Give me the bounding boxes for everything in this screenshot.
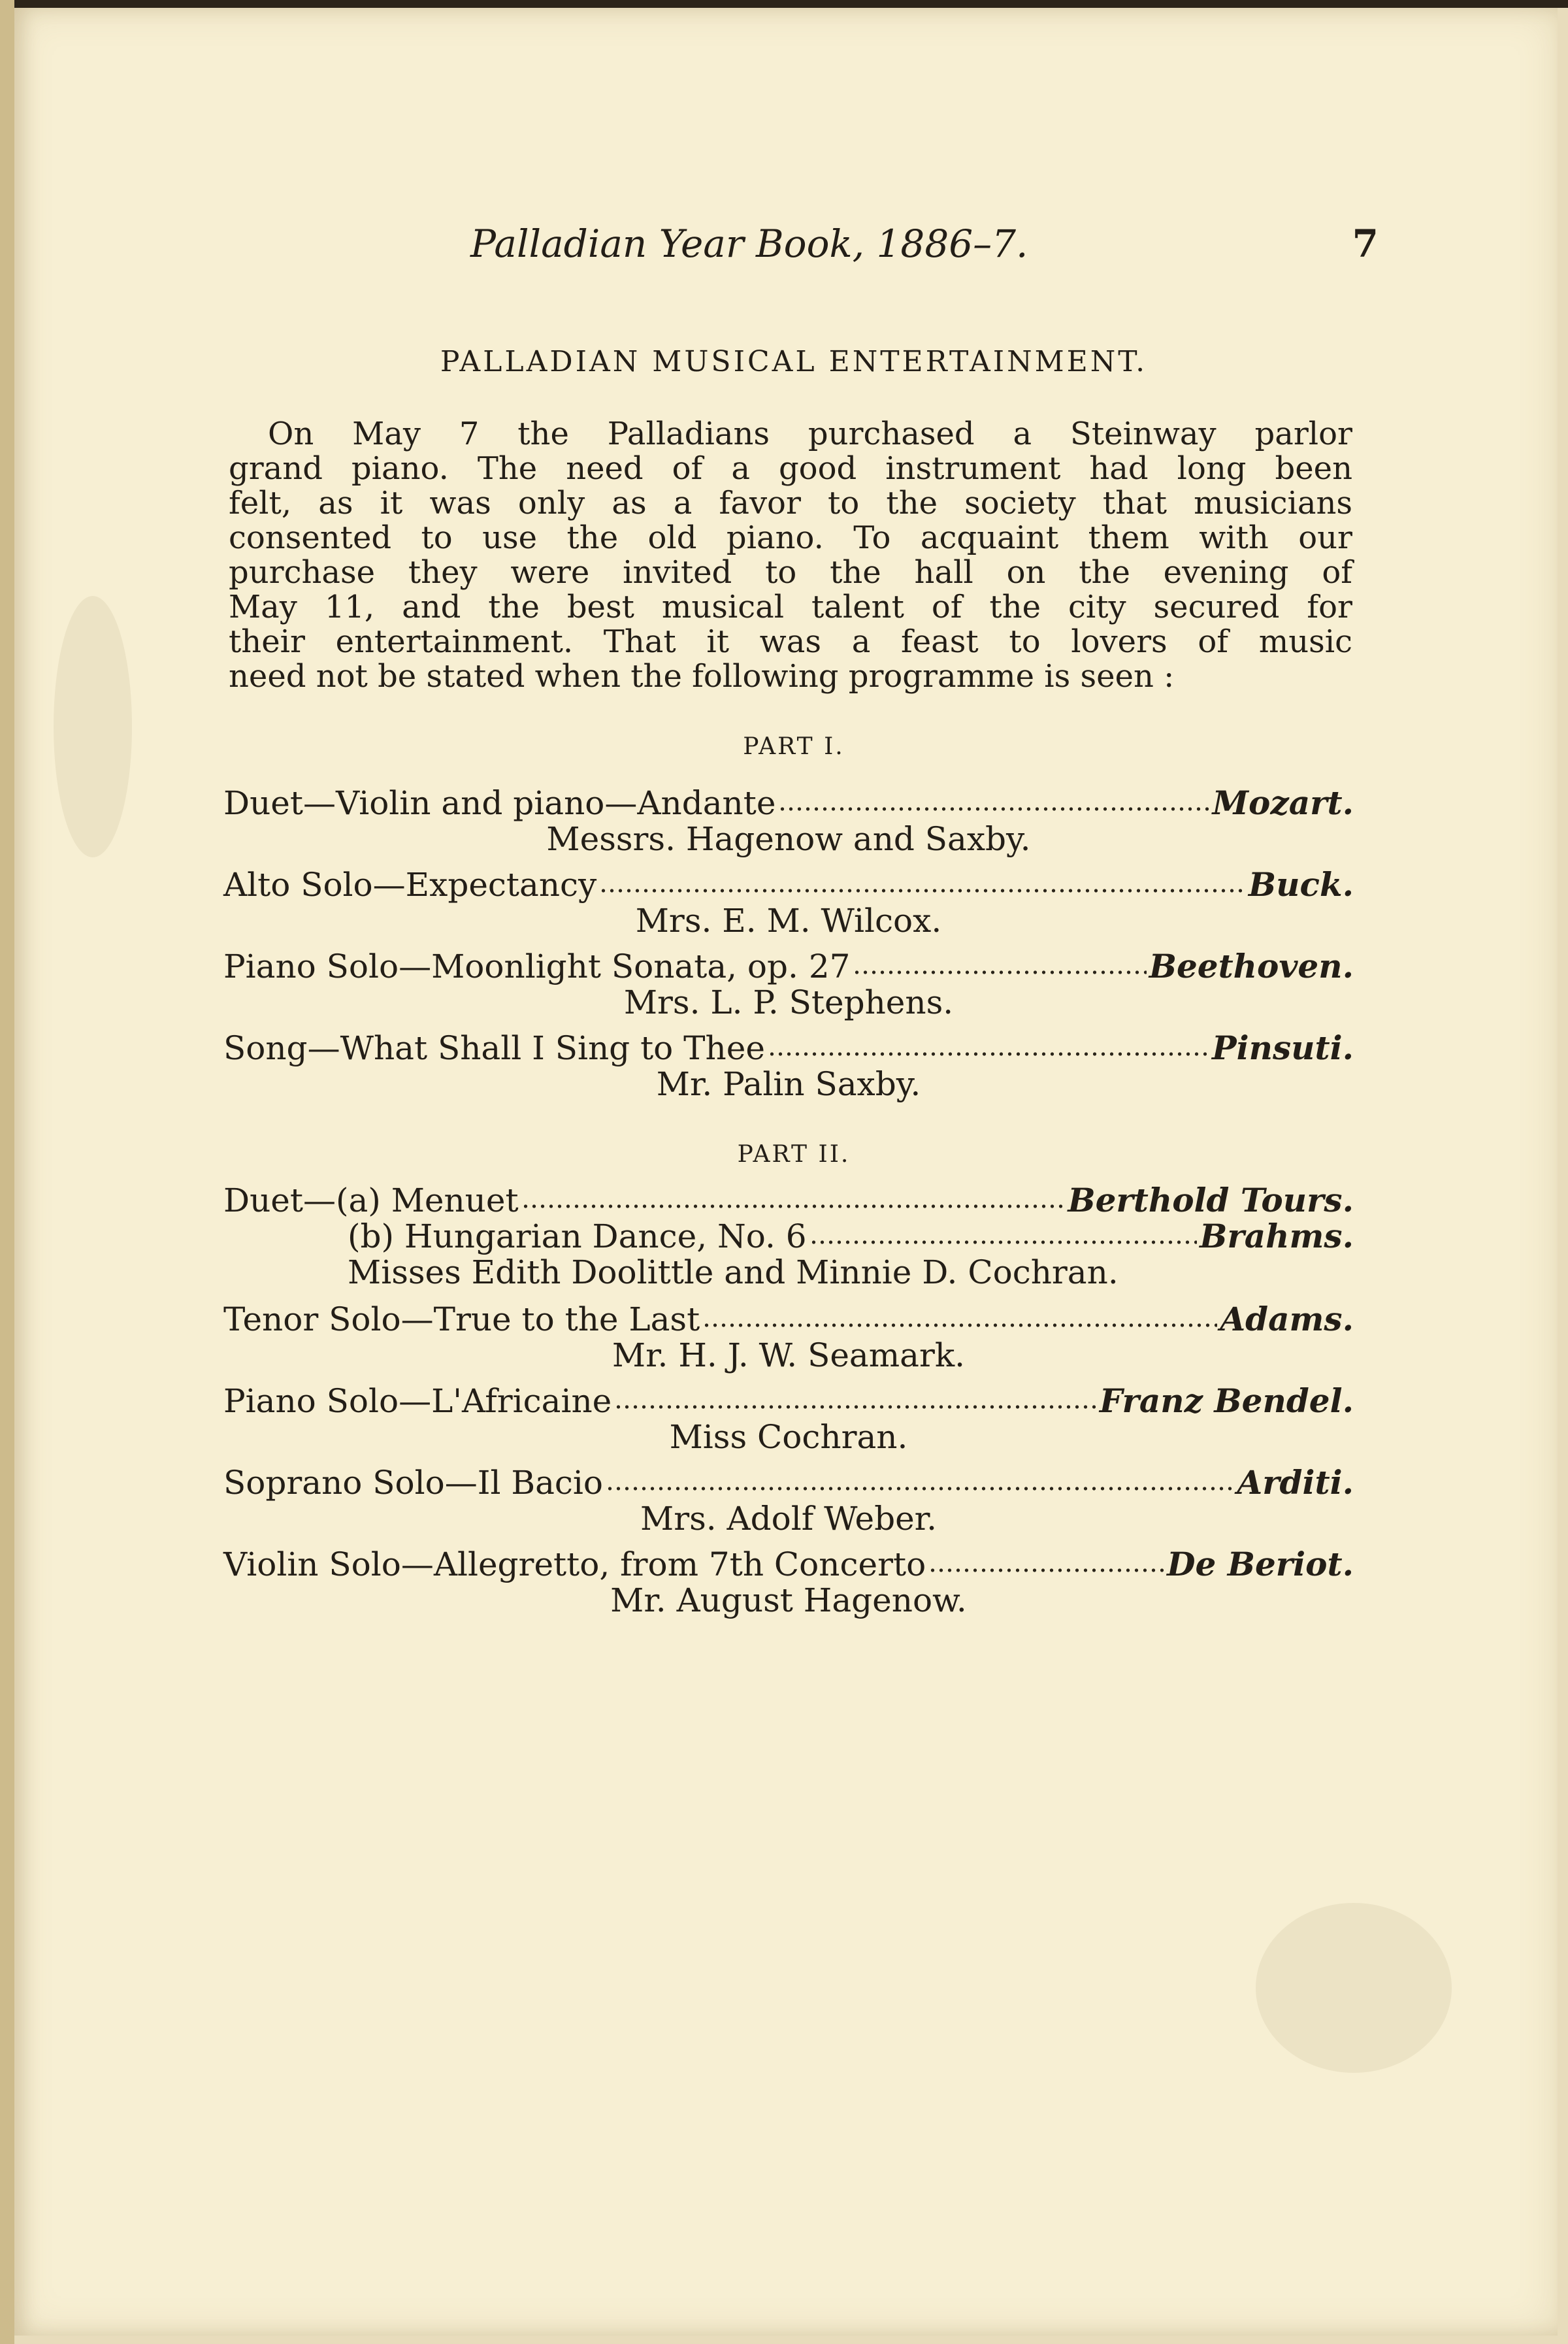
composer-name: Franz Bendel. [1099, 1381, 1354, 1420]
performer-name: Misses Edith Doolittle and Minnie D. Cochran. [348, 1253, 1119, 1291]
running-head [209, 221, 1379, 267]
dot-leader [702, 1321, 1217, 1329]
performer-name: Mr. August Hagenow. [610, 1581, 967, 1619]
paragraph-line: their entertainment. That it was a feast to lovers of music [229, 623, 1352, 660]
piece-title: Duet—(a) Menuet [223, 1181, 519, 1219]
performer-name: Mr. H. J. W. Seamark. [612, 1336, 966, 1374]
programme-entry [223, 784, 1354, 822]
composer-name: Arditi. [1237, 1463, 1354, 1502]
dot-leader [521, 1202, 1066, 1210]
composer-name: Beethoven. [1149, 947, 1354, 985]
piece-title: Piano Solo—L'Africaine [223, 1382, 612, 1420]
paragraph-line: need not be stated when the following programme is seen : [229, 658, 1175, 695]
programme-entry [223, 948, 1354, 985]
piece-title: Alto Solo—Expectancy [223, 866, 597, 904]
paragraph-line: consented to use the old piano. To acquaint them with our [229, 520, 1352, 556]
programme-entry [223, 1464, 1354, 1502]
dot-leader [778, 805, 1209, 813]
programme-entry [223, 1545, 1354, 1583]
paragraph-line: felt, as it was only as a favor to the society that musicians [229, 485, 1352, 521]
dot-leader [768, 1050, 1209, 1058]
piece-title: Duet—Violin and piano—Andante [223, 784, 776, 822]
paper-stain [54, 596, 132, 857]
performer-name: Messrs. Hagenow and Saxby. [546, 820, 1031, 858]
composer-name: Mozart. [1212, 784, 1354, 822]
paragraph-line: purchase they were invited to the hall on the evening of [229, 554, 1352, 591]
performer-name: Mrs. L. P. Stephens. [623, 983, 954, 1021]
part-one-label: PART I. [743, 733, 845, 760]
paragraph-line: May 11, and the best musical talent of the city secured for [229, 589, 1352, 625]
binding-edge [0, 0, 14, 2344]
intro-paragraph [229, 417, 1352, 694]
dot-leader [614, 1403, 1097, 1411]
programme-entry [223, 866, 1354, 904]
piece-title: Piano Solo—Moonlight Sonata, op. 27 [223, 948, 851, 985]
programme-entry [348, 1217, 1354, 1255]
programme-entry [223, 1029, 1354, 1067]
programme-entry [223, 1382, 1354, 1420]
composer-name: De Beriot. [1167, 1545, 1354, 1583]
dot-leader [809, 1238, 1198, 1246]
piece-title: Soprano Solo—Il Bacio [223, 1464, 604, 1502]
paper-stain [1256, 1903, 1452, 2073]
composer-name: Buck. [1248, 865, 1354, 904]
paragraph-line: On May 7 the Palladians purchased a Steinway parlor [268, 416, 1352, 452]
performer-name: Mrs. Adolf Weber. [640, 1500, 937, 1538]
section-heading: PALLADIAN MUSICAL ENTERTAINMENT. [440, 345, 1148, 378]
piece-title: Violin Solo—Allegretto, from 7th Concerto [223, 1545, 926, 1583]
part-two-label: PART II. [737, 1141, 851, 1168]
composer-name: Berthold Tours. [1068, 1181, 1354, 1219]
performer-name: Mr. Palin Saxby. [656, 1065, 921, 1103]
composer-name: Adams. [1220, 1300, 1354, 1338]
dot-leader [606, 1485, 1234, 1493]
dot-leader [928, 1566, 1164, 1574]
piece-title: Tenor Solo—True to the Last [223, 1300, 700, 1338]
performer-name: Miss Cochran. [669, 1418, 908, 1456]
dot-leader [853, 968, 1146, 976]
performer-name: Mrs. E. M. Wilcox. [635, 902, 942, 940]
page-top-edge [0, 0, 1568, 8]
page-number: 7 [1352, 222, 1379, 266]
piece-title: (b) Hungarian Dance, No. 6 [348, 1217, 807, 1255]
dot-leader [599, 887, 1246, 895]
paragraph-line: grand piano. The need of a good instrument had long been [229, 450, 1352, 487]
piece-title: Song—What Shall I Sing to Thee [223, 1029, 765, 1067]
composer-name: Brahms. [1200, 1217, 1354, 1255]
running-title: Palladian Year Book, 1886–7. [470, 222, 1028, 266]
programme-entry [223, 1300, 1354, 1338]
programme-entry [223, 1181, 1354, 1219]
composer-name: Pinsuti. [1212, 1029, 1354, 1067]
